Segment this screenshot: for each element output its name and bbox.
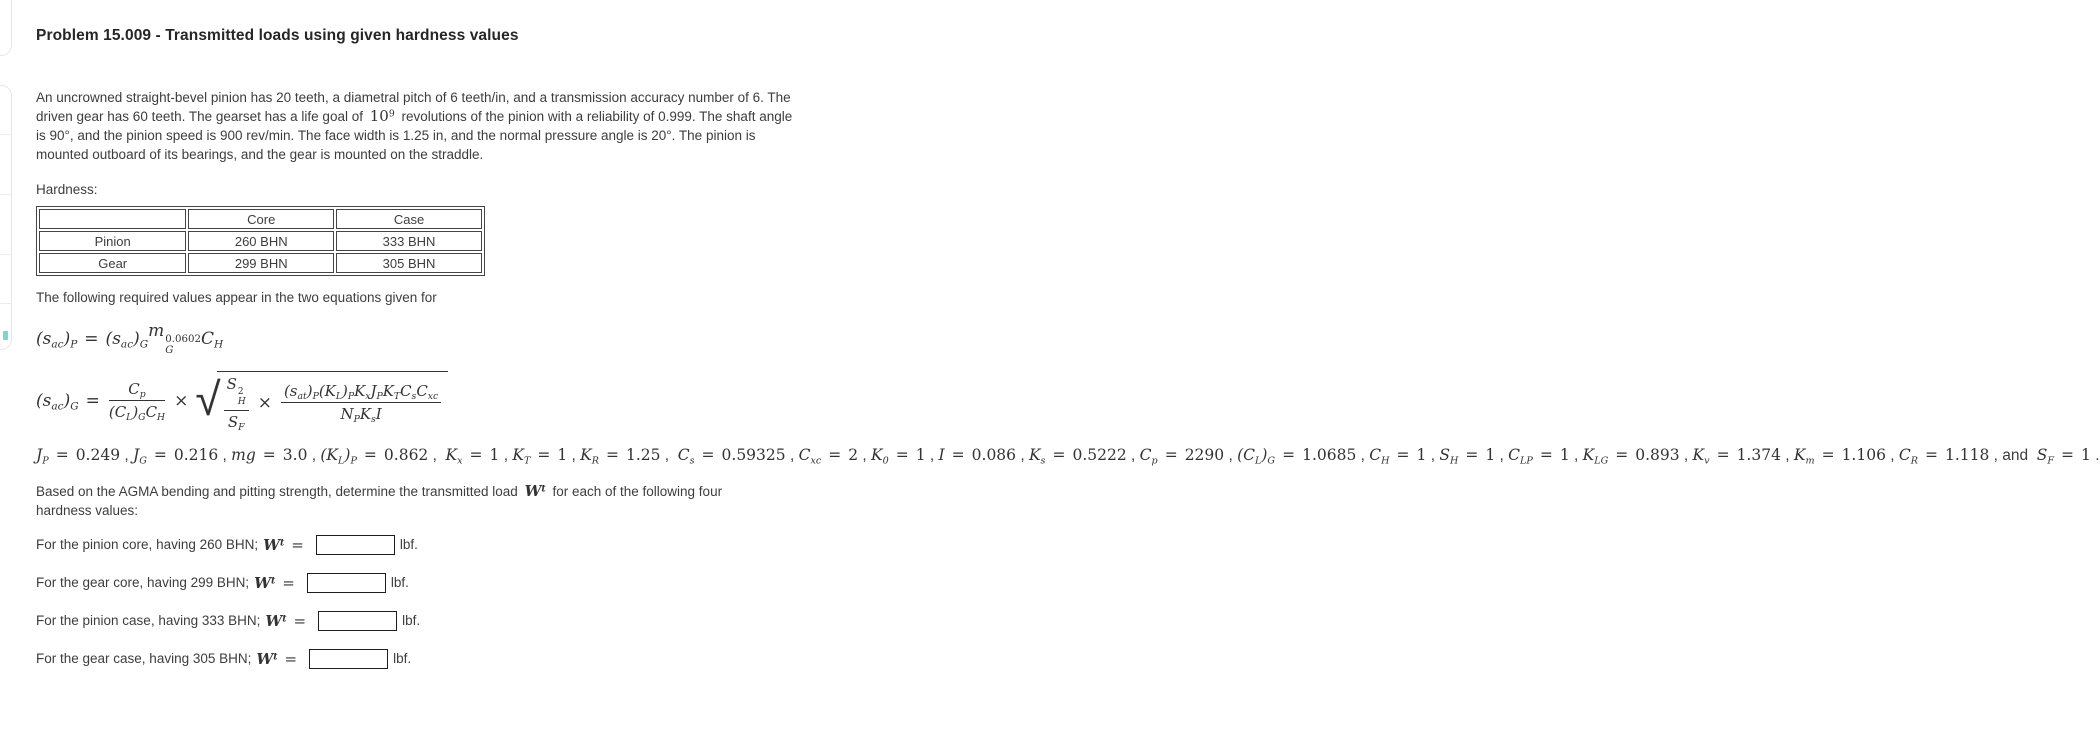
wt-math: $W^t$ [524,481,546,500]
answer-unit: lbf. [399,537,418,553]
table-header-row [39,209,482,229]
wt-equals-math: $W^t$ = [265,611,307,630]
life-goal-math: $10^9$ [369,107,395,125]
table-cell: 305 BHN [336,253,482,273]
divider [0,303,11,304]
page-title: Problem 15.009 - Transmitted loads using given hardness values [36,27,519,44]
table-cell: Gear [39,253,186,273]
table-cell: Pinion [39,231,186,251]
answer-label: For the pinion core, having 260 BHN; [36,537,259,553]
table-header-core: Core [188,209,334,229]
left-panel-fragment-top [0,0,12,56]
answer-label: For the gear case, having 305 BHN; [36,651,252,667]
table-cell: 299 BHN [188,253,334,273]
teal-marker-icon [3,331,8,340]
wt-equals-math: $W^t$ = [256,649,298,668]
hardness-label: Hardness: [36,182,98,197]
wt-equals-math: $W^t$ = [263,535,304,554]
divider [0,194,11,195]
table-header-case: Case [336,209,482,229]
problem-text-before: An uncrowned straight-bevel pinion has 20 teeth, a diametral pitch of 6 teeth/in, and a transmission accuracy number of 6. The driven gear has 60 teeth. The gearset has a life goal of [36,90,791,124]
problem-text-after: revolutions of the pinion with a reliability of 0.999. The shaft angle is 90°, and the pinion speed is 900 rev/min. The face width is 1.25 in, and the normal pressure angle is 20°. The pinion is mounted outboard of its bearings, and the gear is mounted on the straddle. [36,109,793,162]
table-row-gear [39,253,482,273]
agma-text-before: Based on the AGMA bending and pitting strength, determine the transmitted load [36,483,522,499]
table-cell: 333 BHN [336,231,482,251]
answer-row-pinion-case [36,610,805,632]
answer-input-pinion-core[interactable] [316,535,395,555]
answer-input-pinion-case[interactable] [318,611,397,631]
equations-intro: The following required values appear in the two equations given for [36,290,437,305]
table-cell: 260 BHN [188,231,334,251]
equation-sac-g: ( $s_{ac}$ )$_G$ = $\frac{C_p}{(C_L)_GC_H}$ × √ S 2 H $S_F$ × $\frac{(s_{at})_P(K_L)_PK_xJ_PK_TC_sC_{xc}}{N_PK_sI}$ [36,371,805,431]
given-values: $J_P = 0.249$ , $J_G = 0.216$ , mg = 3.0 , $(K_L)_P = 0.862$ , $K_x = 1$ , $K_T = 1$ , $K_R = 1.25$ , $C_s = 0.59325$ , $C_{xc} = 2$ , $K_0 = 1$ , I = 0.086 , $K_s = 0.5222$ , $C_p = 2290$ , $(C_L)_G = 1.0685$ , $C_H = 1$ , $S_H = 1$ , $C_{LP} = 1$ , $K_{LG} = 0.893$ , $K_v = 1.374$ , $K_m = 1.106$ , $C_R = 1.118$ , and $S_F = 1$ . [36,445,2100,466]
answer-section [36,534,805,670]
table-row-pinion [39,231,482,251]
answer-unit: lbf. [390,575,409,591]
problem-statement [36,88,801,164]
agma-text-after: for each of the following four hardness values: [36,483,723,518]
answer-unit: lbf. [393,651,412,667]
answer-label: For the pinion case, having 333 BHN; [36,613,261,629]
agma-instruction [36,482,781,520]
wt-equals-math: $W^t$ = [254,573,295,592]
answer-input-gear-case[interactable] [309,649,388,669]
answer-row-gear-core [36,572,805,594]
divider [0,254,11,255]
answer-input-gear-core[interactable] [307,573,386,593]
hardness-table [36,206,485,276]
equation-sac-p: ( $s_{ac}$ )$_P$ = ( $s_{ac}$ )$_G$ m 0.0602 G $C_H$ [36,321,224,357]
left-panel-fragment-list [0,85,12,350]
divider [0,134,11,135]
answer-row-pinion-core [36,534,805,556]
answer-label: For the gear core, having 299 BHN; [36,575,250,591]
table-header-blank [39,209,186,229]
answer-row-gear-case [36,648,805,670]
answer-unit: lbf. [402,613,421,629]
